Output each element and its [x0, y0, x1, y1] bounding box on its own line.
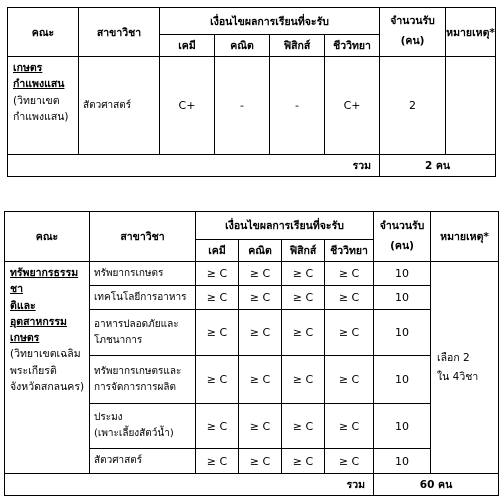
math-grade: ≥ C: [239, 449, 282, 474]
bio-grade: C+: [325, 57, 380, 155]
bio-grade: ≥ C: [325, 356, 374, 404]
math-grade: ≥ C: [239, 262, 282, 286]
major-cell: ทรัพยากรเกษตร: [90, 262, 196, 286]
phys-grade: ≥ C: [282, 286, 325, 310]
chem-grade: ≥ C: [196, 262, 239, 286]
bio-header: ชีววิทยา: [325, 35, 380, 57]
conditions-header: เงื่อนไขผลการเรียนที่จะรับ: [196, 212, 374, 240]
phys-grade: ≥ C: [282, 356, 325, 404]
seats-header: จำนวนรับ (คน): [380, 8, 446, 57]
phys-grade: -: [270, 57, 325, 155]
faculty-header: คณะ: [8, 8, 79, 57]
math-header: คณิต: [239, 240, 282, 262]
math-header: คณิต: [215, 35, 270, 57]
faculty-cell: ทรัพยากรธรรมชา ติและอุตสาหกรรม เกษตร (วิทยาเขตเฉลิม พระเกียรติ จังหวัดสกลนคร): [5, 262, 90, 474]
phys-grade: ≥ C: [282, 449, 325, 474]
total-value: 2 คน: [380, 155, 496, 177]
major-header: สาขาวิชา: [90, 212, 196, 262]
chem-grade: ≥ C: [196, 356, 239, 404]
conditions-header: เงื่อนไขผลการเรียนที่จะรับ: [160, 8, 380, 35]
chem-grade: ≥ C: [196, 286, 239, 310]
seats-cell: 10: [374, 356, 431, 404]
admission-table-sakon-nakhon: [4, 211, 499, 496]
remark-cell: เลือก 2 ใน 4วิชา: [431, 262, 499, 474]
phys-grade: ≥ C: [282, 262, 325, 286]
seats-cell: 10: [374, 404, 431, 449]
bio-grade: ≥ C: [325, 449, 374, 474]
seats-cell: 10: [374, 310, 431, 356]
major-cell: สัตวศาสตร์: [90, 449, 196, 474]
seats-cell: 2: [380, 57, 446, 155]
chem-grade: C+: [160, 57, 215, 155]
math-grade: ≥ C: [239, 310, 282, 356]
phys-header: ฟิสิกส์: [282, 240, 325, 262]
table-row: [5, 262, 499, 286]
phys-grade: ≥ C: [282, 404, 325, 449]
seats-cell: 10: [374, 262, 431, 286]
chem-grade: ≥ C: [196, 449, 239, 474]
math-grade: ≥ C: [239, 356, 282, 404]
major-cell: ทรัพยากรเกษตรและ การจัดการการผลิต: [90, 356, 196, 404]
bio-grade: ≥ C: [325, 310, 374, 356]
seats-cell: 10: [374, 286, 431, 310]
total-label: รวม: [5, 474, 374, 496]
total-label: รวม: [8, 155, 380, 177]
math-grade: ≥ C: [239, 404, 282, 449]
phys-grade: ≥ C: [282, 310, 325, 356]
major-cell: ประมง (เพาะเลี้ยงสัตว์น้ำ): [90, 404, 196, 449]
bio-grade: ≥ C: [325, 404, 374, 449]
chem-grade: ≥ C: [196, 310, 239, 356]
seats-header: จำนวนรับ (คน): [374, 212, 431, 262]
bio-grade: ≥ C: [325, 286, 374, 310]
chem-grade: ≥ C: [196, 404, 239, 449]
math-grade: ≥ C: [239, 286, 282, 310]
phys-header: ฟิสิกส์: [270, 35, 325, 57]
total-value: 60 คน: [374, 474, 499, 496]
major-cell: อาหารปลอดภัยและ โภชนาการ: [90, 310, 196, 356]
chem-header: เคมี: [160, 35, 215, 57]
remark-header: หมายเหตุ*: [431, 212, 499, 262]
major-cell: สัตวศาสตร์: [79, 57, 160, 155]
bio-header: ชีววิทยา: [325, 240, 374, 262]
bio-grade: ≥ C: [325, 262, 374, 286]
remark-header: หมายเหตุ*: [446, 8, 496, 57]
admission-table-kamphaeng-saen: [7, 7, 496, 177]
faculty-cell: เกษตร กำแพงแสน (วิทยาเขต กำแพงแสน): [8, 57, 79, 155]
chem-header: เคมี: [196, 240, 239, 262]
remark-cell: [446, 57, 496, 155]
major-header: สาขาวิชา: [79, 8, 160, 57]
faculty-header: คณะ: [5, 212, 90, 262]
seats-cell: 10: [374, 449, 431, 474]
math-grade: -: [215, 57, 270, 155]
major-cell: เทคโนโลยีการอาหาร: [90, 286, 196, 310]
